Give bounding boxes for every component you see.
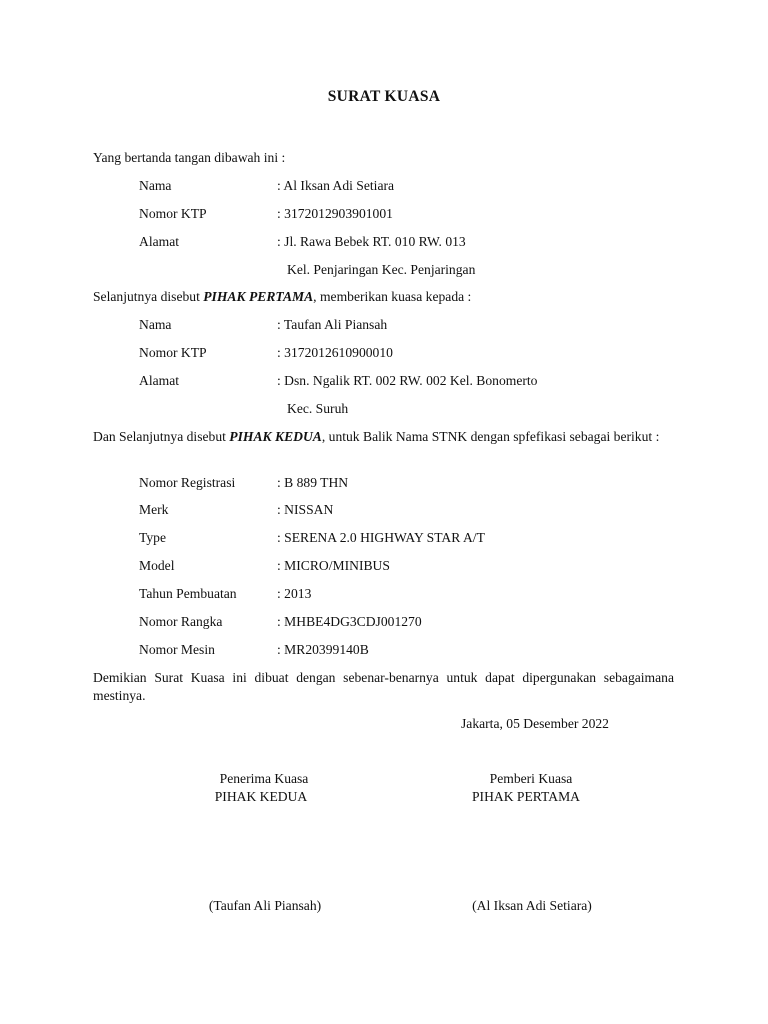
pihak-kedua-ktp-label: Nomor KTP: [139, 345, 207, 360]
selanjutnya-suffix: , memberikan kuasa kepada :: [313, 289, 472, 304]
dan-selanjutnya-prefix: Dan Selanjutnya disebut: [93, 429, 230, 444]
merk-label: Merk: [139, 502, 169, 517]
pihak-kedua-alamat-line2: Kec. Suruh: [287, 401, 349, 416]
pihak-pertama-nama-label: Nama: [139, 178, 172, 193]
pemberi-kuasa-party: PIHAK PERTAMA: [472, 789, 580, 804]
nomor-mesin-label: Nomor Mesin: [139, 642, 215, 657]
tahun-pembuatan-value: : 2013: [277, 586, 312, 601]
pihak-pertama-alamat-label: Alamat: [139, 234, 180, 249]
closing-paragraph: Demikian Surat Kuasa ini dibuat dengan sebenar-benarnya untuk dapat dipergunakan sebagaimana mestinya.: [93, 670, 674, 703]
intro-text: Yang bertanda tangan dibawah ini :: [93, 150, 286, 165]
nomor-rangka-value: : MHBE4DG3CDJ001270: [277, 614, 422, 629]
type-value: : SERENA 2.0 HIGHWAY STAR A/T: [277, 530, 485, 545]
nomor-rangka-label: Nomor Rangka: [139, 614, 223, 629]
pemberi-kuasa-name: (Al Iksan Adi Setiara): [472, 898, 592, 913]
pihak-kedua-alamat-line1: : Dsn. Ngalik RT. 002 RW. 002 Kel. Bonomerto: [277, 373, 538, 388]
penerima-kuasa-party: PIHAK KEDUA: [214, 789, 308, 804]
nomor-mesin-value: : MR20399140B: [277, 642, 369, 657]
nomor-registrasi-value: : B 889 THN: [277, 475, 349, 490]
pihak-kedua-ktp: : 3172012610900010: [277, 345, 393, 360]
pihak-pertama-nama: : Al Iksan Adi Setiara: [277, 178, 395, 193]
model-value: : MICRO/MINIBUS: [277, 558, 390, 573]
pihak-pertama-emphasis: PIHAK PERTAMA: [203, 289, 314, 304]
pihak-pertama-alamat-line1: : Jl. Rawa Bebek RT. 010 RW. 013: [277, 234, 466, 249]
merk-value: : NISSAN: [277, 502, 334, 517]
pihak-kedua-alamat-label: Alamat: [139, 373, 180, 388]
penerima-kuasa-name: (Taufan Ali Piansah): [208, 898, 322, 913]
document-title: SURAT KUASA: [327, 88, 441, 105]
selanjutnya-paragraph: [93, 289, 471, 305]
place-date: Jakarta, 05 Desember 2022: [461, 716, 609, 731]
pihak-pertama-ktp: : 3172012903901001: [277, 206, 393, 221]
dan-selanjutnya-suffix: , untuk Balik Nama STNK dengan spfefikasi sebagai berikut :: [321, 429, 660, 444]
selanjutnya-prefix: Selanjutnya disebut: [93, 289, 204, 304]
dan-selanjutnya-paragraph: [93, 428, 674, 446]
model-label: Model: [139, 558, 175, 573]
pihak-kedua-nama-label: Nama: [139, 317, 172, 332]
type-label: Type: [139, 530, 166, 545]
nomor-registrasi-label: Nomor Registrasi: [139, 475, 236, 490]
tahun-pembuatan-label: Tahun Pembuatan: [139, 586, 237, 601]
pihak-kedua-emphasis: PIHAK KEDUA: [229, 429, 322, 444]
pihak-kedua-nama: : Taufan Ali Piansah: [277, 317, 388, 332]
pemberi-kuasa-role: Pemberi Kuasa: [489, 771, 573, 786]
penerima-kuasa-role: Penerima Kuasa: [219, 771, 309, 786]
pihak-pertama-alamat-line2: Kel. Penjaringan Kec. Penjaringan: [287, 262, 476, 277]
pihak-pertama-ktp-label: Nomor KTP: [139, 206, 207, 221]
